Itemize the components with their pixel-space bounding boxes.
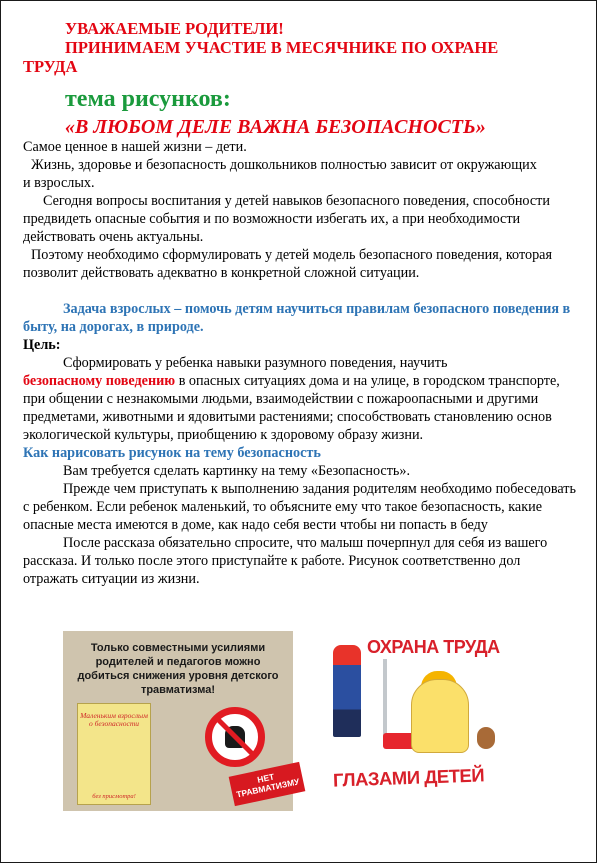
paragraph-health-cont: и взрослых. — [23, 175, 95, 191]
howto-heading: Как нарисовать рисунок на тему безопасность — [23, 445, 321, 461]
book-footer: без присмотра! — [92, 793, 136, 800]
worker-figure — [333, 645, 361, 737]
book-title: Маленьким взрослым о безопасности — [80, 711, 148, 728]
howto-paragraph-1: Вам требуется сделать картинку на тему «Безопасность». — [63, 463, 411, 479]
goal-text-start: Сформировать у ребенка навыки разумного поведения, научить — [63, 355, 448, 371]
header-line-3: ТРУДА — [23, 57, 78, 76]
header-line-1: УВАЖАЕМЫЕ РОДИТЕЛИ! — [65, 19, 284, 38]
prohibition-slash — [215, 716, 257, 758]
safety-book-image — [77, 703, 151, 805]
topic-heading: тема рисунков: — [65, 86, 231, 112]
goal-label: Цель: — [23, 337, 61, 353]
poster-left-text: Только совместными усилиями родителей и педагогов можно добиться снижения уровня детского травматизма! — [77, 642, 279, 696]
no-entry-sign-icon — [205, 707, 265, 767]
spacer — [23, 282, 576, 300]
crane-tower — [383, 659, 387, 739]
goal-paragraph — [23, 354, 576, 444]
poster-labor-safety — [319, 631, 519, 831]
child-reading-figure — [411, 679, 469, 753]
task-statement: Задача взрослых – помочь детям научиться правилам безопасного поведения в быту, на дорогах, в природе. — [23, 301, 571, 335]
no-injury-badge: НЕТ ТРАВМАТИЗМУ — [229, 762, 306, 806]
illustrations — [1, 631, 598, 831]
page-header — [1, 1, 596, 76]
howto-paragraph-2: Прежде чем приступать к выполнению задания родителям необходимо побеседовать с ребенком. Если ребенок маленький, то объясните ему что такое безопасность, какие опасные места имеются в доме, как надо себя вести чтобы ни попасть в беду — [23, 481, 576, 533]
howto-paragraph-3: После рассказа обязательно спросите, что малыш почерпнул для себя из вашего рассказа. И только после этого приступайте к работе. Рисунок соответственно дол отражать ситуации из жизни. — [23, 535, 548, 587]
paragraph-model: Поэтому необходимо сформулировать у детей модель безопасного поведения, которая позволит действовать адекватно в конкретной сложной ситуации. — [23, 247, 552, 281]
poster-right-subtitle: ГЛАЗАМИ ДЕТЕЙ — [332, 764, 485, 791]
topic-subtitle: «В ЛЮБОМ ДЕЛЕ ВАЖНА БЕЗОПАСНОСТЬ» — [65, 116, 486, 138]
poster-parents-teachers — [63, 631, 301, 811]
poster-right-title: ОХРАНА ТРУДА — [367, 637, 500, 657]
header-line-2: ПРИНИМАЕМ УЧАСТИЕ В МЕСЯЧНИКЕ ПО ОХРАНЕ — [65, 38, 499, 57]
paragraph-education: Сегодня вопросы воспитания у детей навыков безопасного поведения, способности предвидеть опасные события и по возможности избегать их, а при необходимости действовать очень актуальны. — [23, 193, 550, 245]
document-body — [1, 138, 596, 588]
goal-highlight: безопасному поведению — [23, 373, 176, 389]
paragraph-intro: Самое ценное в нашей жизни – дети. — [23, 139, 247, 155]
goal-text-end: в опасных ситуациях дома и на улице, в городском транспорте, при общении с незнакомыми людьми, взаимодействии с пожароопасными и другими предметами, животными и ядовитыми растениями; способствовать становлению основ экологической культуры, приобщению к здоровому образу жизни. — [23, 373, 560, 443]
teddy-bear-icon — [477, 727, 495, 749]
paragraph-health: Жизнь, здоровье и безопасность дошкольников полностью зависит от окружающих — [31, 157, 537, 173]
